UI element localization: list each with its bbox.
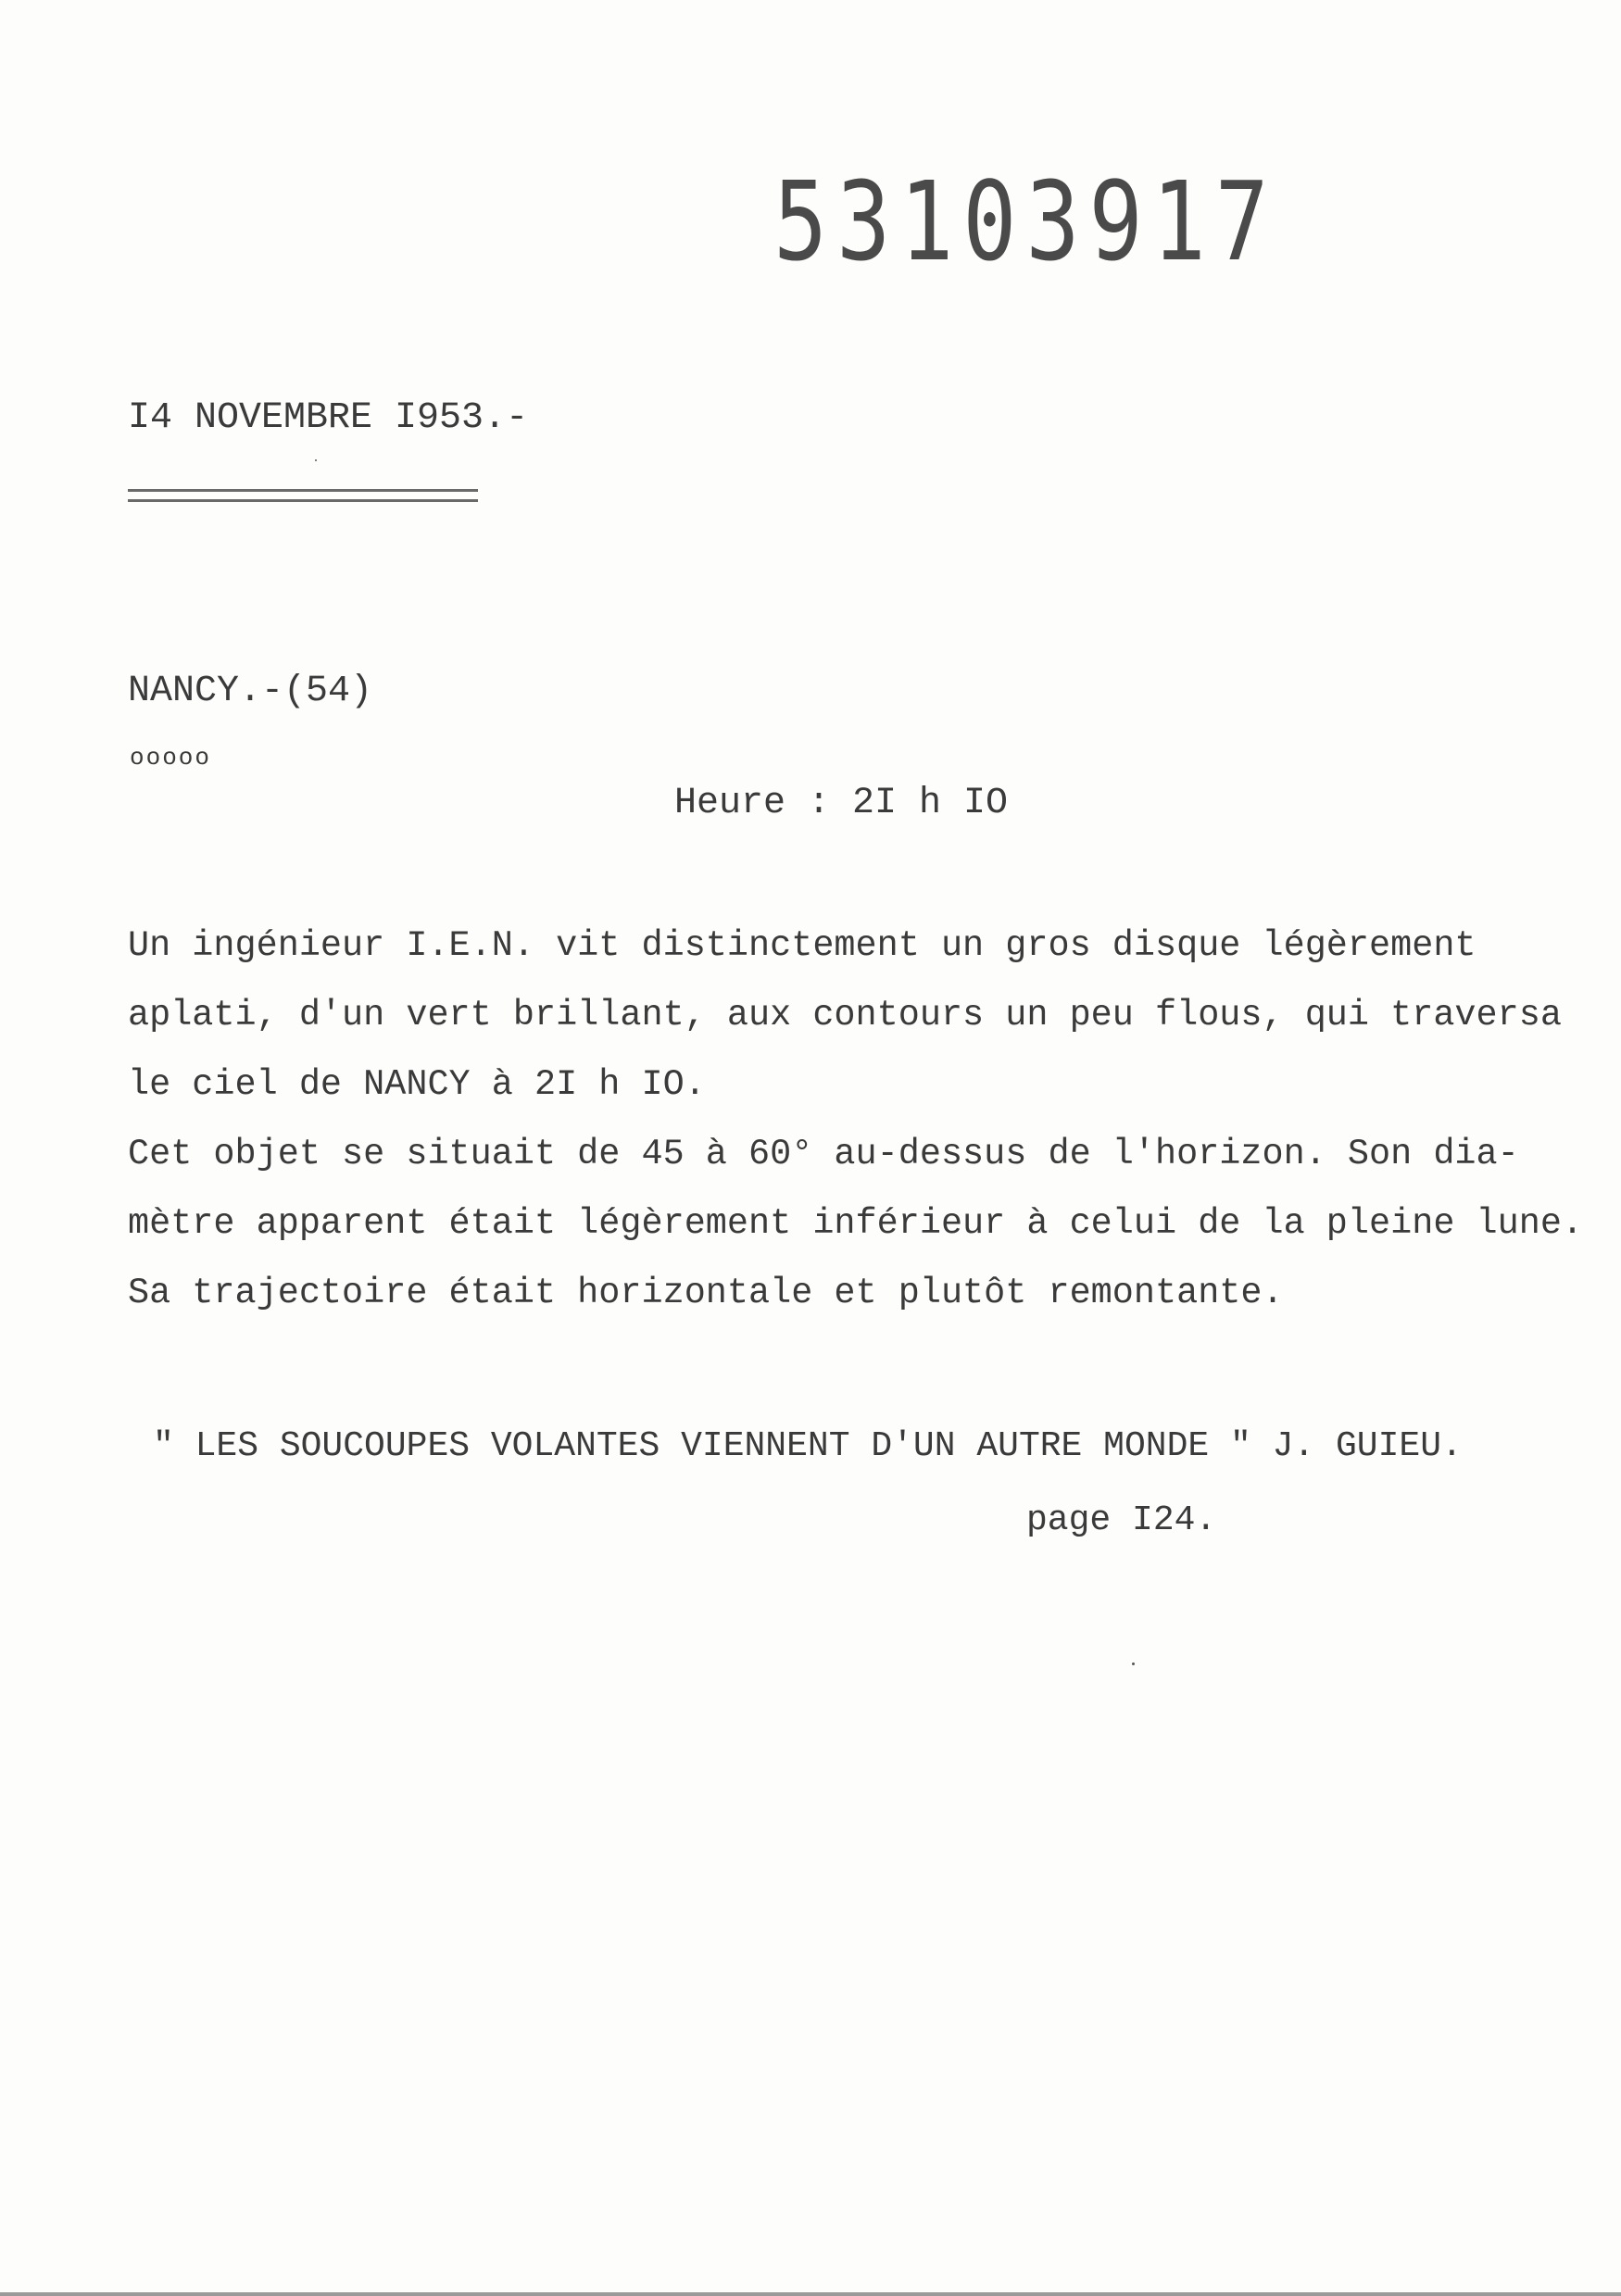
body-line: aplati, d'un vert brillant, aux contours un peu flous, qui traversa bbox=[128, 995, 1562, 1035]
document-date: I4 NOVEMBRE I953.- bbox=[128, 397, 529, 439]
body-line: Sa trajectoire était horizontale et plutôt remontante. bbox=[128, 1273, 1284, 1313]
page-reference: page I24. bbox=[1026, 1500, 1217, 1540]
scan-edge bbox=[0, 2292, 1621, 2296]
date-underline-rule bbox=[128, 489, 478, 502]
report-body bbox=[128, 911, 1610, 1328]
paper-speck bbox=[315, 459, 317, 461]
body-line: mètre apparent était légèrement inférieur à celui de la pleine lune. bbox=[128, 1203, 1584, 1244]
circle-separator: ooooo bbox=[130, 744, 212, 772]
paper-speck bbox=[1132, 1662, 1135, 1665]
time-line: Heure : 2I h IO bbox=[674, 783, 1009, 824]
body-line: Un ingénieur I.E.N. vit distinctement un gros disque légèrement bbox=[128, 925, 1476, 966]
source-citation: " LES SOUCOUPES VOLANTES VIENNENT D'UN AUTRE MONDE " J. GUIEU. bbox=[153, 1426, 1463, 1466]
location-heading: NANCY.-(54) bbox=[128, 671, 373, 712]
reference-number-stamp: 53103917 bbox=[773, 157, 1278, 285]
body-line: le ciel de NANCY à 2I h IO. bbox=[128, 1064, 706, 1105]
body-line: Cet objet se situait de 45 à 60° au-dessus de l'horizon. Son dia- bbox=[128, 1134, 1519, 1174]
